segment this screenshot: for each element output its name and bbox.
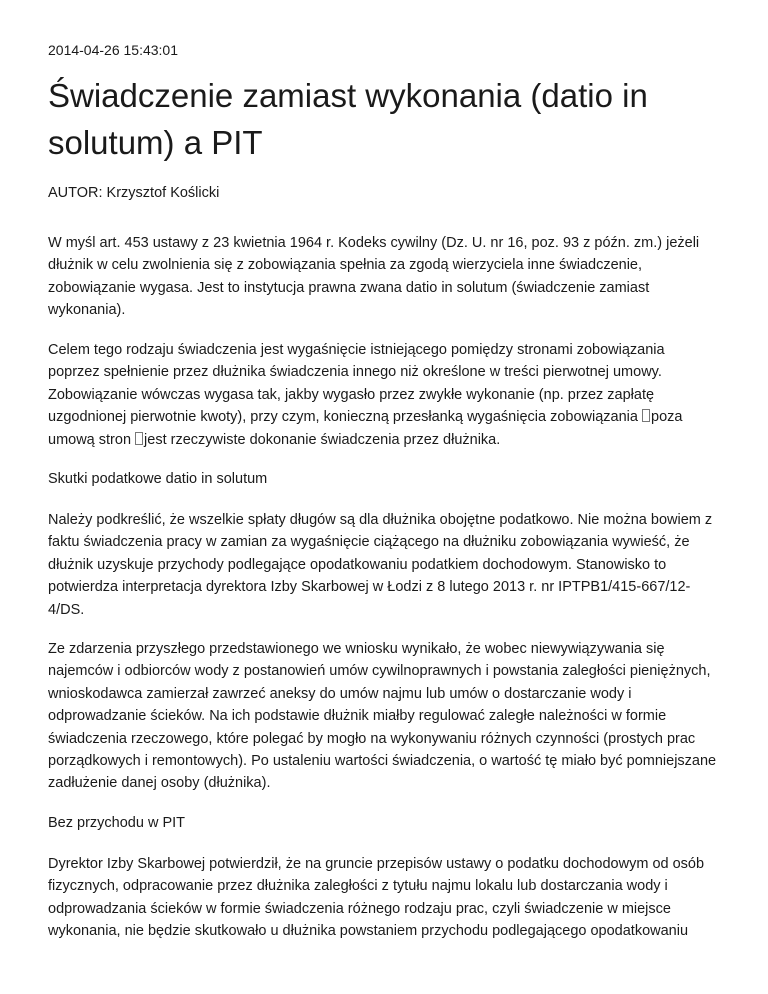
paragraph-purpose-text-c: jest rzeczywiste dokonanie świadczenia przez dłużnika. [144,431,501,448]
paragraph-tax-neutral: Należy podkreślić, że wszelkie spłaty długów są dla dłużnika obojętne podatkowo. Nie można bowiem z faktu świadczenia pracy w zamian za wygaśnięcie ciążącego na dłużniku zobowiązania wywieść, że dłużnik uzyskuje przychody podlegające opodatkowaniu podatkiem dochodowym. Stanowisko to potwierdza interpretacja dyrektora Izby Skarbowej w Łodzi z 8 lutego 2013 r. nr IPTPB1/415-667/12-4/DS. [48,512,713,618]
section-heading-no-income: Bez przychodu w PIT [48,815,185,831]
timestamp: 2014-04-26 15:43:01 [48,42,178,58]
author-line: AUTOR: Krzysztof Koślicki [48,185,220,201]
missing-glyph-icon [135,432,143,445]
missing-glyph-icon [642,409,650,422]
paragraph-intro: W myśl art. 453 ustawy z 23 kwietnia 1964 r. Kodeks cywilny (Dz. U. nr 16, poz. 93 z późn. zm.) jeżeli dłużnik w celu zwolnienia się z zobowiązania spełnia za zgodą wierzyciela inne świadczenie, zobowiązanie wygasa. Jest to instytucja prawna zwana datio in solutum (świadczenie zamiast wykonania). [48,235,700,319]
paragraph-case-facts: Ze zdarzenia przyszłego przedstawionego we wniosku wynikało, że wobec niewywiązywania się najemców i odbiorców wody z postanowień umów cywilnoprawnych i powstania zaległości pieniężnych, wnioskodawca zamierzał zawrzeć aneksy do umów najmu lub umów o dostarczanie wody i odprowadzanie ścieków. Na ich podstawie dłużnik miałby regulować zaległe należności w formie świadczenia rzeczowego, które polegać by mogło na wykonywaniu różnych czynności (prostych prac porządkowych i remontowych). Po ustaleniu wartości świadczenia, o wartość tę miało być pomniejszane zadłużenie danej osoby (dłużnika). [48,641,717,792]
paragraph-purpose-text-a: Celem tego rodzaju świadczenia jest wygaśnięcie istniejącego pomiędzy stronami zobowiązania poprzez spełnienie przez dłużnika świadczenia innego niż określone w treści pierwotnej umowy. Zobowiązanie wówczas wygasa tak, jakby wygasło przez zwykłe wykonanie (np. przez zapłatę uzgodnionej pierwotnie kwoty), przy czym, konieczną przesłanką wygaśnięcia zobowiązania [48,342,665,426]
section-heading-tax-effects: Skutki podatkowe datio in solutum [48,471,268,487]
paragraph-purpose-text-b: poza umową stron [48,409,683,448]
article-title: Świadczenie zamiast wykonania (datio in solutum) a PIT [48,77,648,161]
paragraph-decision: Dyrektor Izby Skarbowej potwierdził, że na gruncie przepisów ustawy o podatku dochodowym od osób fizycznych, odpracowanie przez dłużnika zaległości z tytułu najmu lokalu lub dostarczania wody i odprowadzania ścieków w formie świadczenia różnego rodzaju prac, czyli świadczenie w miejsce wykonania, nie będzie skutkowało u dłużnika powstaniem przychodu podlegającego opodatkowaniu [48,856,705,940]
paragraph-purpose [48,339,720,451]
